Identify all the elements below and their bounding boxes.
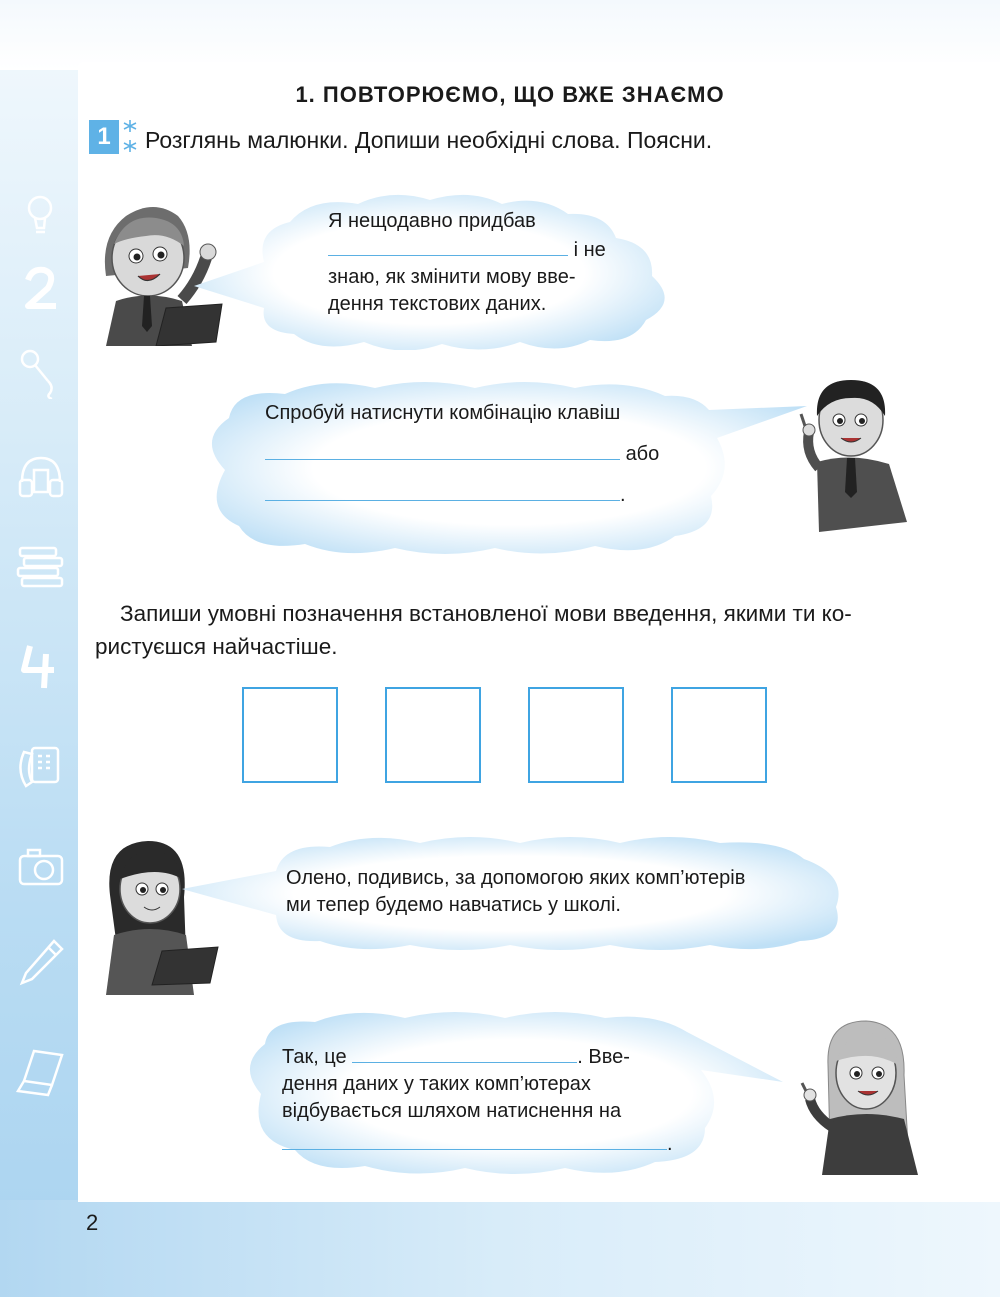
- snowflake-icon: [121, 118, 139, 158]
- answer-box-4[interactable]: [671, 687, 767, 783]
- top-band: [0, 0, 1000, 70]
- instruction-paragraph: [95, 597, 930, 663]
- headphones-icon: [14, 450, 68, 504]
- dialog2-blank-combo1[interactable]: [265, 439, 620, 460]
- dialog2-line3-suffix: .: [620, 484, 626, 506]
- chapter-title: 1. ПОВТОРЮЄМО, ЩО ВЖЕ ЗНАЄМО: [295, 82, 725, 107]
- dialog3-line1: Олено, подивись, за допомогою яких комп’ютерів: [286, 867, 746, 889]
- task-instruction: Розглянь малюнки. Допиши необхідні слова. Поясни.: [145, 127, 713, 153]
- number-four-icon: [14, 640, 68, 694]
- page-number: 2: [86, 1210, 99, 1235]
- dialog4-blank-input-method[interactable]: [282, 1129, 667, 1150]
- boy-pointing-illustration: [795, 372, 915, 532]
- dialog3-line2: ми тепер будемо навчатись у школі.: [286, 894, 621, 916]
- task-number-badge: 1: [89, 120, 119, 154]
- paragraph-line1: Запиши умовні позначення встановленої мови введення, якими ти ко-: [120, 601, 852, 626]
- speech-bubble-2: [195, 380, 815, 560]
- dialog1-line2-suffix: і не: [573, 239, 606, 261]
- bottom-band: [0, 1200, 1000, 1297]
- paragraph-line2: ристуєшся найчастіше.: [95, 634, 338, 659]
- laptop-icon: [14, 1045, 68, 1099]
- dialog4-line2: дення даних у таких комп’ютерах: [282, 1073, 591, 1095]
- number-two-icon: [14, 262, 68, 316]
- speech-bubble-1: [180, 190, 700, 350]
- answer-box-3[interactable]: [528, 687, 624, 783]
- dialog2-line2-suffix: або: [625, 443, 660, 465]
- dialog4-line3: відбувається шляхом натиснення на: [282, 1100, 622, 1122]
- speech-bubble-4: [235, 1010, 785, 1180]
- dialog2-blank-combo2[interactable]: [265, 480, 620, 501]
- telephone-icon: [14, 740, 68, 794]
- dialog1-blank-device[interactable]: [328, 235, 568, 256]
- speech-bubble-3: [180, 835, 850, 955]
- pen-icon: [14, 935, 68, 989]
- dialog4-line1-prefix: Так, це: [282, 1046, 347, 1068]
- dialog2-line1: Спробуй натиснути комбінацію клавіш: [265, 402, 621, 424]
- lightbulb-icon: [14, 188, 68, 242]
- camera-icon: [14, 840, 68, 894]
- answer-box-1[interactable]: [242, 687, 338, 783]
- books-icon: [14, 540, 68, 594]
- dialog1-line3: знаю, як змінити мову вве-: [328, 266, 576, 288]
- dialog4-blank-computer-type[interactable]: [352, 1042, 577, 1063]
- dialog4-line1-suffix: . Вве-: [577, 1046, 630, 1068]
- dialog1-line1: Я нещодавно придбав: [328, 210, 536, 232]
- answer-box-2[interactable]: [385, 687, 481, 783]
- dialog1-line4: дення текстових даних.: [328, 293, 547, 315]
- microphone-icon: [14, 345, 68, 399]
- dialog4-line4-suffix: .: [667, 1133, 673, 1155]
- girl-pointing-illustration: [800, 1015, 930, 1175]
